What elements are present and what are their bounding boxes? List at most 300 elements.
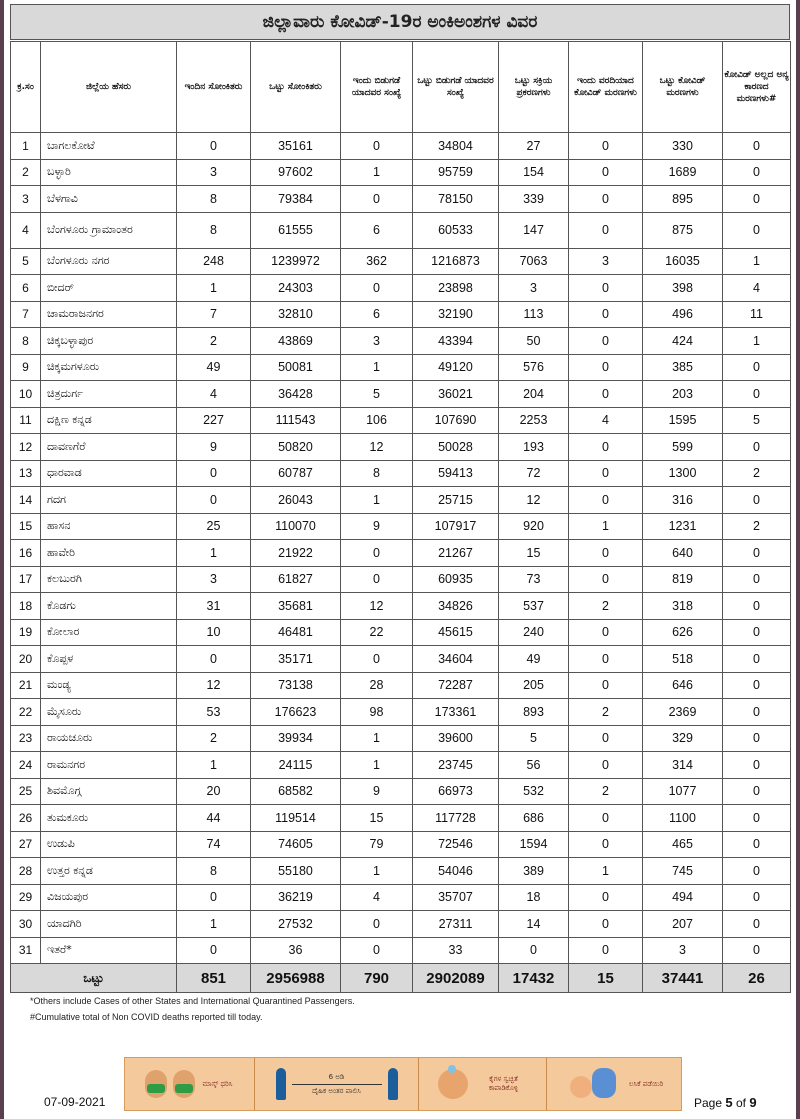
table-row: [11, 858, 791, 885]
value-cell: 8: [341, 460, 413, 487]
value-cell: 72546: [413, 831, 499, 858]
value-cell: 0: [723, 487, 791, 514]
value-cell: 1: [723, 248, 791, 275]
value-cell: 50820: [251, 434, 341, 461]
value-cell: 0: [341, 275, 413, 302]
serial-cell: 2: [11, 159, 41, 186]
value-cell: 0: [723, 159, 791, 186]
value-cell: 73: [499, 566, 569, 593]
value-cell: 50: [499, 328, 569, 355]
value-cell: 7063: [499, 248, 569, 275]
value-cell: 50081: [251, 354, 341, 381]
district-name-cell: ಮೈಸೂರು: [41, 699, 177, 726]
handwash-icon: [438, 1069, 468, 1099]
value-cell: 0: [499, 937, 569, 964]
district-name-cell: ದಾವಣಗೆರೆ: [41, 434, 177, 461]
value-cell: 1: [341, 354, 413, 381]
district-name-cell: ಬಾಗಲಕೋಟೆ: [41, 133, 177, 160]
district-name-cell: ಬಳ್ಳಾರಿ: [41, 159, 177, 186]
value-cell: 8: [177, 212, 251, 248]
value-cell: 518: [643, 646, 723, 673]
value-cell: 32190: [413, 301, 499, 328]
table-header-row: [11, 42, 791, 133]
value-cell: 0: [723, 540, 791, 567]
total-value-cell: 17432: [499, 964, 569, 993]
column-header: ಒಟ್ಟು ಸೋಂಕಿತರು: [251, 42, 341, 133]
district-name-cell: ಧಾರವಾಡ: [41, 460, 177, 487]
value-cell: 35681: [251, 593, 341, 620]
value-cell: 21922: [251, 540, 341, 567]
value-cell: 0: [177, 646, 251, 673]
value-cell: 1: [177, 275, 251, 302]
serial-cell: 12: [11, 434, 41, 461]
value-cell: 0: [341, 911, 413, 938]
value-cell: 3: [569, 248, 643, 275]
value-cell: 53: [177, 699, 251, 726]
total-value-cell: 2956988: [251, 964, 341, 993]
serial-cell: 9: [11, 354, 41, 381]
district-name-cell: ವಿಜಯಪುರ: [41, 884, 177, 911]
table-row: [11, 937, 791, 964]
value-cell: 154: [499, 159, 569, 186]
value-cell: 21267: [413, 540, 499, 567]
value-cell: 465: [643, 831, 723, 858]
value-cell: 314: [643, 752, 723, 779]
value-cell: 35161: [251, 133, 341, 160]
value-cell: 0: [569, 487, 643, 514]
distance-section: [255, 1058, 419, 1110]
table-row: [11, 354, 791, 381]
distance-label: ದೈಹಿಕ ಅಂತರ ಪಾಲಿಸಿ: [312, 1086, 361, 1095]
value-cell: 5: [723, 407, 791, 434]
value-cell: 0: [723, 354, 791, 381]
value-cell: 1239972: [251, 248, 341, 275]
district-name-cell: ಶಿವಮೊಗ್ಗ: [41, 778, 177, 805]
table-row: [11, 301, 791, 328]
district-name-cell: ಬೆಳಗಾವಿ: [41, 186, 177, 213]
value-cell: 113: [499, 301, 569, 328]
value-cell: 4: [341, 884, 413, 911]
value-cell: 107690: [413, 407, 499, 434]
serial-cell: 14: [11, 487, 41, 514]
value-cell: 110070: [251, 513, 341, 540]
value-cell: 36428: [251, 381, 341, 408]
value-cell: 318: [643, 593, 723, 620]
value-cell: 248: [177, 248, 251, 275]
value-cell: 72287: [413, 672, 499, 699]
total-pages: 9: [749, 1095, 757, 1110]
value-cell: 389: [499, 858, 569, 885]
district-name-cell: ಮಂಡ್ಯ: [41, 672, 177, 699]
value-cell: 12: [341, 434, 413, 461]
value-cell: 72: [499, 460, 569, 487]
value-cell: 97602: [251, 159, 341, 186]
value-cell: 111543: [251, 407, 341, 434]
person-icon: [276, 1068, 286, 1100]
value-cell: 23898: [413, 275, 499, 302]
column-header: ಇಂದು ಬಿಡುಗಡೆ ಯಾದವರ ಸಂಖ್ಯೆ: [341, 42, 413, 133]
value-cell: 33: [413, 937, 499, 964]
value-cell: 330: [643, 133, 723, 160]
value-cell: 36219: [251, 884, 341, 911]
value-cell: 329: [643, 725, 723, 752]
value-cell: 0: [723, 186, 791, 213]
value-cell: 55180: [251, 858, 341, 885]
value-cell: 0: [341, 566, 413, 593]
district-name-cell: ತುಮಕೂರು: [41, 805, 177, 832]
value-cell: 1689: [643, 159, 723, 186]
total-value-cell: 851: [177, 964, 251, 993]
value-cell: 1: [341, 858, 413, 885]
value-cell: 1: [177, 911, 251, 938]
value-cell: 106: [341, 407, 413, 434]
district-name-cell: ಯಾದಗಿರಿ: [41, 911, 177, 938]
value-cell: 49120: [413, 354, 499, 381]
mask-label: ಮಾಸ್ಕ್ ಧರಿಸಿ: [202, 1079, 233, 1088]
value-cell: 66973: [413, 778, 499, 805]
table-row: [11, 407, 791, 434]
value-cell: 0: [569, 460, 643, 487]
serial-cell: 15: [11, 513, 41, 540]
district-name-cell: ದಕ್ಷಿಣ ಕನ್ನಡ: [41, 407, 177, 434]
value-cell: 640: [643, 540, 723, 567]
total-value-cell: 2902089: [413, 964, 499, 993]
value-cell: 0: [569, 381, 643, 408]
current-page: 5: [725, 1095, 733, 1110]
value-cell: 0: [569, 159, 643, 186]
value-cell: 1594: [499, 831, 569, 858]
value-cell: 0: [569, 133, 643, 160]
district-name-cell: ಕಲಬುರಗಿ: [41, 566, 177, 593]
district-name-cell: ಬೀದರ್: [41, 275, 177, 302]
vaccine-label: ಲಸಿಕೆ ಪಡೆಯಿರಿ: [628, 1079, 664, 1088]
value-cell: 240: [499, 619, 569, 646]
value-cell: 0: [723, 831, 791, 858]
footnote-non-covid: #Cumulative total of Non COVID deaths reported till today.: [30, 1012, 263, 1022]
value-cell: 2: [569, 593, 643, 620]
value-cell: 32810: [251, 301, 341, 328]
value-cell: 3: [643, 937, 723, 964]
value-cell: 819: [643, 566, 723, 593]
table-row: [11, 540, 791, 567]
value-cell: 2253: [499, 407, 569, 434]
value-cell: 4: [723, 275, 791, 302]
value-cell: 7: [177, 301, 251, 328]
value-cell: 0: [723, 884, 791, 911]
value-cell: 0: [723, 646, 791, 673]
value-cell: 0: [723, 133, 791, 160]
table-row: [11, 911, 791, 938]
value-cell: 0: [569, 937, 643, 964]
value-cell: 204: [499, 381, 569, 408]
value-cell: 646: [643, 672, 723, 699]
table-row: [11, 381, 791, 408]
value-cell: 0: [569, 212, 643, 248]
value-cell: 0: [341, 646, 413, 673]
district-name-cell: ಇತರೆ*: [41, 937, 177, 964]
value-cell: 0: [177, 133, 251, 160]
table-row: [11, 752, 791, 779]
table-row: [11, 186, 791, 213]
table-row: [11, 159, 791, 186]
value-cell: 1: [177, 752, 251, 779]
value-cell: 50028: [413, 434, 499, 461]
value-cell: 920: [499, 513, 569, 540]
value-cell: 60935: [413, 566, 499, 593]
serial-cell: 8: [11, 328, 41, 355]
value-cell: 147: [499, 212, 569, 248]
value-cell: 0: [341, 937, 413, 964]
column-header: ಒಟ್ಟು ಕೋವಿಡ್ ಮರಣಗಳು: [643, 42, 723, 133]
table-row: [11, 487, 791, 514]
value-cell: 424: [643, 328, 723, 355]
page-number: Page 5 of 9: [694, 1095, 757, 1110]
value-cell: 0: [569, 275, 643, 302]
district-name-cell: ಉಡುಪಿ: [41, 831, 177, 858]
value-cell: 1: [723, 328, 791, 355]
value-cell: 79: [341, 831, 413, 858]
value-cell: 6: [341, 301, 413, 328]
value-cell: 576: [499, 354, 569, 381]
value-cell: 193: [499, 434, 569, 461]
table-row: [11, 460, 791, 487]
value-cell: 537: [499, 593, 569, 620]
value-cell: 74605: [251, 831, 341, 858]
value-cell: 3: [177, 566, 251, 593]
value-cell: 0: [569, 672, 643, 699]
value-cell: 1216873: [413, 248, 499, 275]
value-cell: 1: [177, 540, 251, 567]
table-row: [11, 672, 791, 699]
serial-cell: 29: [11, 884, 41, 911]
value-cell: 0: [569, 725, 643, 752]
vaccine-section: [547, 1058, 679, 1110]
value-cell: 205: [499, 672, 569, 699]
table-row: [11, 699, 791, 726]
district-name-cell: ಉತ್ತರ ಕನ್ನಡ: [41, 858, 177, 885]
value-cell: 1: [341, 487, 413, 514]
value-cell: 0: [569, 619, 643, 646]
value-cell: 16035: [643, 248, 723, 275]
value-cell: 0: [723, 566, 791, 593]
column-header: ಇಂದಿನ ಸೋಂಕಿತರು: [177, 42, 251, 133]
value-cell: 35171: [251, 646, 341, 673]
value-cell: 316: [643, 487, 723, 514]
value-cell: 10: [177, 619, 251, 646]
value-cell: 79384: [251, 186, 341, 213]
serial-cell: 22: [11, 699, 41, 726]
value-cell: 25: [177, 513, 251, 540]
value-cell: 49: [177, 354, 251, 381]
value-cell: 45615: [413, 619, 499, 646]
district-name-cell: ಬೆಂಗಳೂರು ಗ್ರಾಮಾಂತರ: [41, 212, 177, 248]
value-cell: 23745: [413, 752, 499, 779]
value-cell: 11: [723, 301, 791, 328]
value-cell: 73138: [251, 672, 341, 699]
value-cell: 35707: [413, 884, 499, 911]
district-name-cell: ಚಿಕ್ಕಬಳ್ಳಾಪುರ: [41, 328, 177, 355]
value-cell: 28: [341, 672, 413, 699]
serial-cell: 21: [11, 672, 41, 699]
serial-cell: 5: [11, 248, 41, 275]
value-cell: 0: [177, 460, 251, 487]
total-label-cell: ಒಟ್ಟು: [11, 964, 177, 993]
district-name-cell: ರಾಮನಗರ: [41, 752, 177, 779]
value-cell: 0: [341, 540, 413, 567]
value-cell: 5: [341, 381, 413, 408]
total-row: [11, 964, 791, 993]
value-cell: 6: [341, 212, 413, 248]
value-cell: 0: [569, 752, 643, 779]
distance-value: 6 ಅಡಿ: [328, 1072, 345, 1081]
table-row: [11, 884, 791, 911]
value-cell: 2: [723, 513, 791, 540]
value-cell: 3: [177, 159, 251, 186]
district-name-cell: ರಾಯಚೂರು: [41, 725, 177, 752]
table-row: [11, 831, 791, 858]
value-cell: 117728: [413, 805, 499, 832]
value-cell: 0: [723, 937, 791, 964]
value-cell: 78150: [413, 186, 499, 213]
value-cell: 15: [499, 540, 569, 567]
value-cell: 2: [569, 699, 643, 726]
value-cell: 599: [643, 434, 723, 461]
value-cell: 98: [341, 699, 413, 726]
district-name-cell: ಚಾಮರಾಜನಗರ: [41, 301, 177, 328]
value-cell: 107917: [413, 513, 499, 540]
column-header: ಒಟ್ಟು ಸಕ್ರಿಯ ಪ್ರಕರಣಗಳು: [499, 42, 569, 133]
value-cell: 46481: [251, 619, 341, 646]
value-cell: 61827: [251, 566, 341, 593]
value-cell: 2: [177, 328, 251, 355]
column-header: ಇಂದು ವರದಿಯಾದ ಕೋವಿಡ್ ಮರಣಗಳು: [569, 42, 643, 133]
value-cell: 24303: [251, 275, 341, 302]
district-name-cell: ಕೊಪ್ಪಳ: [41, 646, 177, 673]
value-cell: 36: [251, 937, 341, 964]
value-cell: 61555: [251, 212, 341, 248]
value-cell: 0: [723, 725, 791, 752]
table-row: [11, 593, 791, 620]
value-cell: 95759: [413, 159, 499, 186]
table-row: [11, 513, 791, 540]
value-cell: 686: [499, 805, 569, 832]
value-cell: 18: [499, 884, 569, 911]
value-cell: 875: [643, 212, 723, 248]
serial-cell: 18: [11, 593, 41, 620]
district-name-cell: ಕೋಲಾರ: [41, 619, 177, 646]
column-header: ಒಟ್ಟು ಬಿಡುಗಡೆ ಯಾದವರ ಸಂಖ್ಯೆ: [413, 42, 499, 133]
value-cell: 36021: [413, 381, 499, 408]
value-cell: 22: [341, 619, 413, 646]
district-name-cell: ಬೆಂಗಳೂರು ನಗರ: [41, 248, 177, 275]
value-cell: 173361: [413, 699, 499, 726]
serial-cell: 24: [11, 752, 41, 779]
value-cell: 0: [723, 805, 791, 832]
table-row: [11, 725, 791, 752]
serial-cell: 3: [11, 186, 41, 213]
serial-cell: 28: [11, 858, 41, 885]
value-cell: 119514: [251, 805, 341, 832]
value-cell: 0: [341, 186, 413, 213]
value-cell: 3: [499, 275, 569, 302]
value-cell: 56: [499, 752, 569, 779]
serial-cell: 17: [11, 566, 41, 593]
value-cell: 12: [341, 593, 413, 620]
table-row: [11, 778, 791, 805]
value-cell: 0: [723, 212, 791, 248]
column-header: ಕೋವಿಡ್ ಅಲ್ಲದ ಅನ್ಯ ಕಾರಣದ ಮರಣಗಳು#: [723, 42, 791, 133]
value-cell: 2: [569, 778, 643, 805]
serial-cell: 30: [11, 911, 41, 938]
value-cell: 14: [499, 911, 569, 938]
value-cell: 1: [341, 159, 413, 186]
value-cell: 4: [177, 381, 251, 408]
serial-cell: 6: [11, 275, 41, 302]
value-cell: 176623: [251, 699, 341, 726]
value-cell: 745: [643, 858, 723, 885]
value-cell: 20: [177, 778, 251, 805]
value-cell: 8: [177, 858, 251, 885]
value-cell: 0: [177, 937, 251, 964]
district-name-cell: ಗದಗ: [41, 487, 177, 514]
value-cell: 362: [341, 248, 413, 275]
serial-cell: 25: [11, 778, 41, 805]
value-cell: 60533: [413, 212, 499, 248]
value-cell: 895: [643, 186, 723, 213]
handwash-label: ಕೈಗಳ ಸ್ವಚ್ಛತೆ ಕಾಪಾಡಿಕೊಳ್ಳಿ: [488, 1075, 519, 1092]
value-cell: 0: [723, 911, 791, 938]
column-header: ಜಿಲ್ಲೆಯ ಹೆಸರು: [41, 42, 177, 133]
value-cell: 0: [723, 752, 791, 779]
total-value-cell: 26: [723, 964, 791, 993]
value-cell: 34804: [413, 133, 499, 160]
value-cell: 339: [499, 186, 569, 213]
value-cell: 0: [569, 434, 643, 461]
value-cell: 0: [723, 778, 791, 805]
value-cell: 1100: [643, 805, 723, 832]
value-cell: 0: [723, 858, 791, 885]
mask-section: [125, 1058, 255, 1110]
serial-cell: 7: [11, 301, 41, 328]
value-cell: 1: [569, 858, 643, 885]
value-cell: 49: [499, 646, 569, 673]
value-cell: 0: [177, 487, 251, 514]
value-cell: 0: [723, 593, 791, 620]
document-page: [4, 0, 796, 1119]
column-header: ಕ್ರ.ಸಂ: [11, 42, 41, 133]
table-row: [11, 619, 791, 646]
value-cell: 0: [723, 619, 791, 646]
value-cell: 203: [643, 381, 723, 408]
value-cell: 0: [723, 434, 791, 461]
report-date: 07-09-2021: [44, 1095, 106, 1109]
serial-cell: 19: [11, 619, 41, 646]
district-name-cell: ಹಾವೇರಿ: [41, 540, 177, 567]
value-cell: 0: [569, 805, 643, 832]
value-cell: 34604: [413, 646, 499, 673]
table-row: [11, 212, 791, 248]
masked-face-icon: [173, 1070, 195, 1098]
value-cell: 3: [341, 328, 413, 355]
value-cell: 59413: [413, 460, 499, 487]
value-cell: 12: [499, 487, 569, 514]
serial-cell: 23: [11, 725, 41, 752]
value-cell: 0: [569, 540, 643, 567]
page-title: ಜಿಲ್ಲಾವಾರು ಕೋವಿಡ್-19ರ ಅಂಕಿಅಂಶಗಳ ವಿವರ: [10, 4, 790, 40]
value-cell: 532: [499, 778, 569, 805]
value-cell: 227: [177, 407, 251, 434]
masked-face-icon: [145, 1070, 167, 1098]
